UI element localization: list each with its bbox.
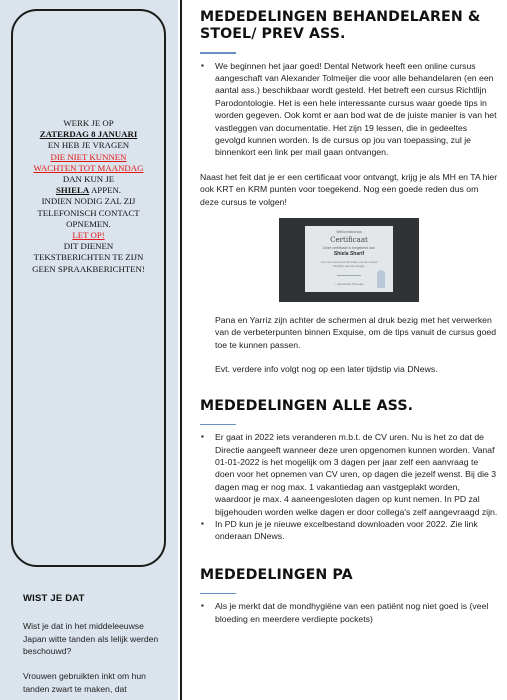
weekend-notice-box	[11, 9, 166, 567]
notice-line: TELEFONISCH CONTACT	[37, 207, 140, 218]
signature-line	[337, 275, 361, 276]
notice-line: ZATERDAG 8 JANUARI	[39, 129, 138, 140]
section-rule	[200, 52, 236, 54]
section-title-pa: MEDEDELINGEN PA	[200, 566, 353, 583]
wist-je-dat-paragraph-2: Vrouwen gebruikten inkt om hun tanden zwart te maken, dat	[23, 671, 146, 694]
appen-text: APPEN.	[89, 185, 122, 196]
section-title-behandelaren: MEDEDELINGEN BEHANDELAREN & STOEL/ PREV ASS.	[200, 9, 481, 42]
shiela-name: SHIELA	[55, 185, 90, 196]
weekend-notice-text	[13, 118, 164, 275]
section-1-list	[200, 60, 498, 159]
section-3-list	[200, 600, 498, 625]
list-item: ▪ Als je merkt dat de mondhygiëne van een patiënt nog niet goed is (veel bloeding en meerdere verdiepte pockets)	[200, 600, 498, 625]
notice-line: TEKSTBERICHTEN TE ZIJN	[33, 252, 144, 263]
column-divider	[180, 0, 182, 700]
notice-line: LET OP!	[72, 230, 105, 241]
section-rule	[200, 593, 236, 595]
notice-line: WACHTEN TOT MAANDAG	[33, 162, 144, 173]
certificate-welcome: Welkomstcursus	[336, 229, 362, 234]
list-item: ▪ We beginnen het jaar goed! Dental Network heeft een online cursus aangeschaft van Alexander Tolmeijer die voor alle behandelaren (en een aantal ass.) beschikbaar wordt gesteld. Het betreft een cursus Richtlijn Parodontologie. Het is een hele interessante cursus waar goede tips in worden gegeven. Ook komt er aan bod wat de de juiste manier is van het vastleggen van documentatie. Het zijn 19 lessen, die in gedeeltes gevolgd kunnen worden. Is de cursus op jou van toepassing, zul je binnenkort een link per mail gaan ontvangen.	[200, 60, 498, 159]
list-item: ▪ Er gaat in 2022 iets veranderen m.b.t. de CV uren. Nu is het zo dat de Directie aangeeft wanneer deze uren opgenomen kunnen worden. Vanaf 01-01-2022 is het mogelijk om 3 dagen per jaar zelf een aanvraag te doen voor het opnemen van CV uren, op dagen die jezelf wenst. Bij die 3 dagen mag er nog max. 1 vakantiedag aan vastgeplakt worden, waardoor je max. 4 aaneengesloten dagen op kunt nemen. In PD zal bijgehouden worden welke dagen er door collega's zelf aangevraagd zijn.	[200, 431, 498, 518]
certificate-image	[279, 218, 419, 302]
notice-line: EN HEB JE VRAGEN	[47, 140, 130, 151]
notice-line: OPNEMEN.	[66, 218, 111, 229]
wist-je-dat-paragraph-1: Wist je dat in het middeleeuwse Japan witte tanden als lelijk werden beschouwd?	[23, 621, 159, 657]
notice-line-shiela	[13, 185, 164, 196]
wist-je-dat-title: WIST JE DAT	[23, 593, 85, 604]
notice-line: DAN KUN JE	[62, 174, 115, 185]
list-item: ▪ In PD kun je je nieuwe excelbestand downloaden voor 2022. Zie link onderaan DNews.	[200, 518, 498, 543]
section-1-paragraph-exquise: Pana en Yarriz zijn achter de schermen al druk bezig met het verwerken van de verbeterpunten binnen Exquise, om de tips vanuit de cursus goed toe te kunnen passen.	[215, 314, 497, 350]
notice-line: DIE NIET KUNNEN	[50, 151, 127, 162]
certificate-awarded: Deze certificaat is toegekend aan	[323, 245, 375, 250]
section-1-paragraph-dnews: Evt. verdere info volgt nog op een later tijdstip via DNews.	[215, 364, 438, 375]
certificate-title: Certificaat	[330, 235, 368, 244]
certificate-signer: — Alexander Tolmeijer	[334, 281, 364, 286]
certificate-card	[305, 226, 393, 292]
notice-line: WERK JE OP	[63, 118, 114, 128]
sidebar	[0, 0, 178, 700]
section-2-list	[200, 431, 498, 543]
notice-line: DIT DIENEN	[63, 241, 114, 252]
certificate-body: voor het succesvol afronden van de cursus Richtlijn parodontologie	[320, 259, 378, 268]
notice-line: INDIEN NODIG ZAL ZIJ	[41, 196, 136, 207]
section-rule	[200, 424, 236, 426]
certificate-name: Shiela Sharif	[333, 250, 365, 257]
section-title-alle-ass: MEDEDELINGEN ALLE ASS.	[200, 397, 414, 414]
notice-line: GEEN SPRAAKBERICHTEN!	[32, 263, 145, 274]
section-1-paragraph-certificate: Naast het feit dat je er een certificaat voor ontvangt, krijg je als MH en TA hier ook KRT en KRM punten voor toegekend. Nog een goede reden dus om deze cursus te volgen!	[200, 171, 498, 207]
main-column	[200, 0, 498, 625]
